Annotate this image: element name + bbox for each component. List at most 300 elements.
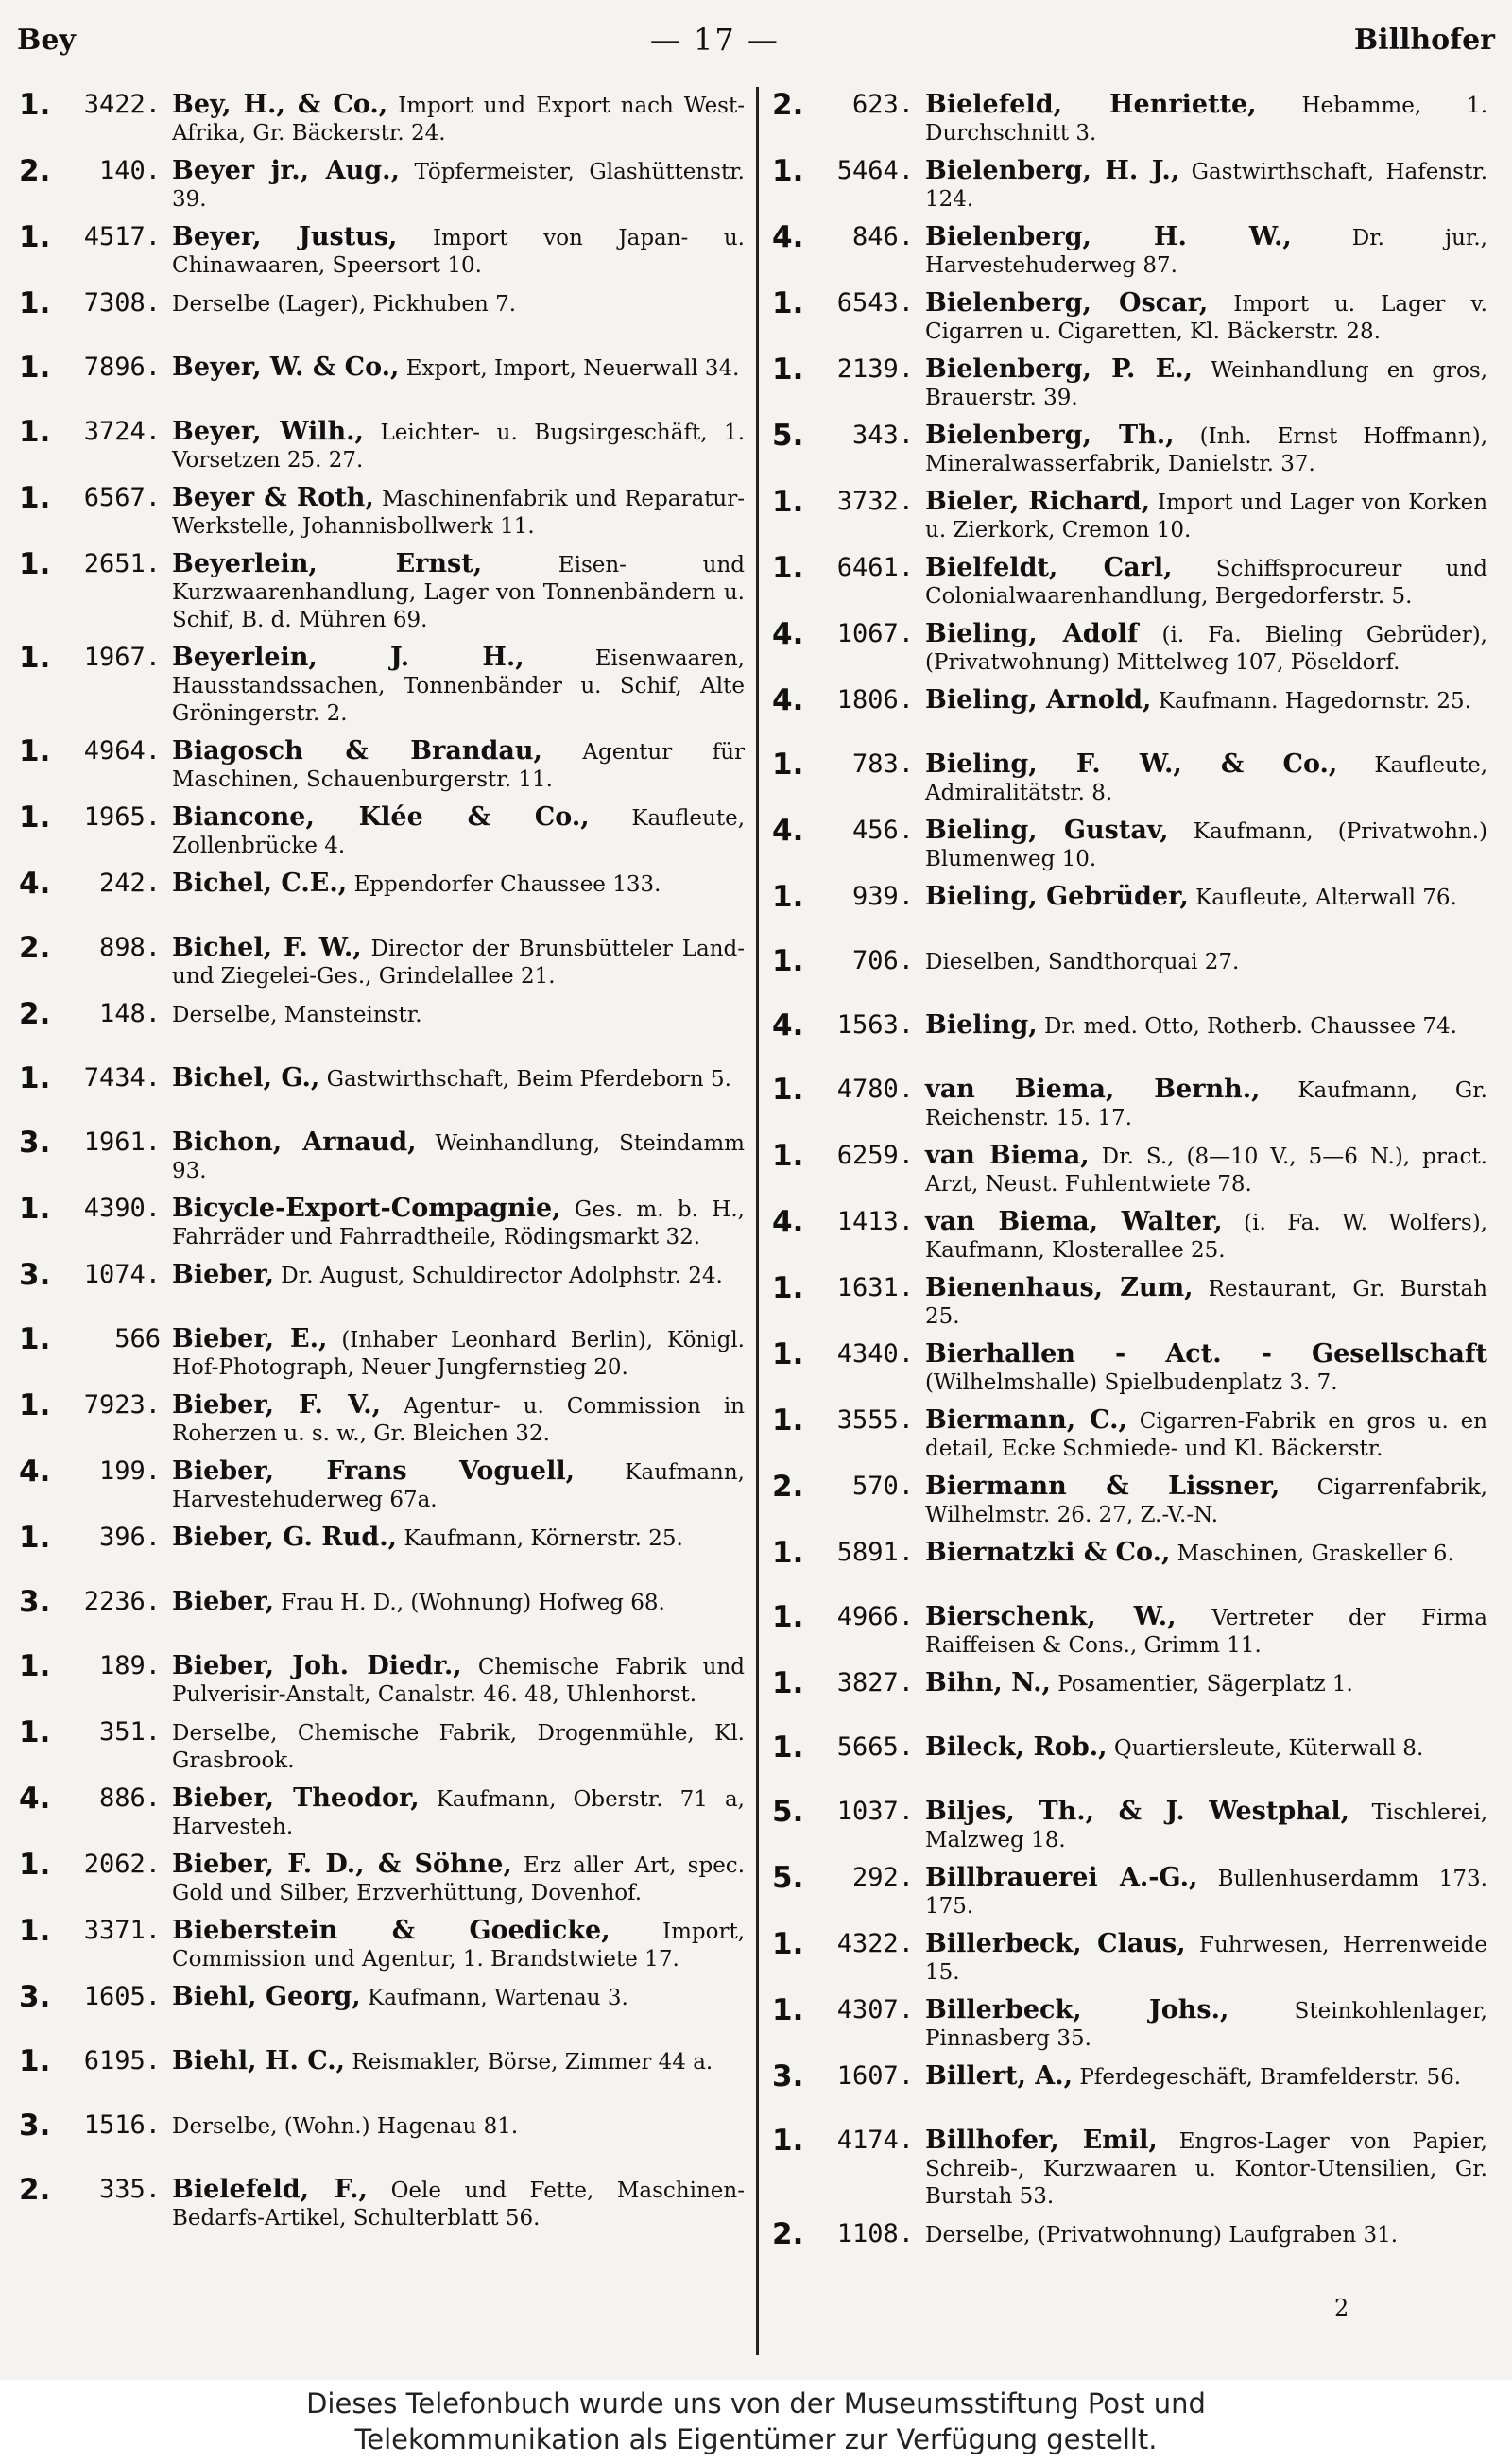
entry-text (925, 153, 1487, 214)
subscriber-name: Bieber, Frans Voguell, (172, 1456, 576, 1486)
directory-entry (19, 1125, 745, 1185)
directory-entry (19, 1060, 745, 1119)
entry-text (172, 546, 745, 634)
directory-entry (19, 800, 745, 860)
subscriber-details: Dr. jur., Harvestehuderweg 87. (925, 226, 1487, 278)
phone-number: 6259. (836, 1141, 914, 1170)
subscriber-details: Posamentier, Sägerplatz 1. (1050, 1672, 1353, 1697)
subscriber-details: Director der Brunsbütteler Land- und Ziegelei-Ges., Grindelallee 21. (172, 937, 745, 989)
phone-number: 1074. (83, 1260, 161, 1289)
directory-entry (19, 640, 745, 728)
exchange-number: 1. (772, 1139, 804, 1173)
phone-number: 5464. (836, 156, 914, 185)
entry-text (172, 414, 745, 474)
subscriber-name: Biermann, C., (925, 1405, 1127, 1435)
subscriber-details: Import und Lager von Korken u. Zierkork, Cremon 10. (925, 491, 1488, 543)
phone-number: 6461. (836, 553, 914, 582)
entry-text (172, 1847, 745, 1907)
directory-entry (19, 1913, 745, 1973)
subscriber-name: Bieber, F. V., (172, 1390, 382, 1420)
subscriber-name: Beyerlein, J. H., (172, 643, 524, 672)
directory-entry (772, 550, 1487, 611)
directory-entry (772, 219, 1487, 280)
phone-number: 7434. (83, 1063, 161, 1093)
phone-number: 199. (98, 1456, 161, 1486)
entry-text (925, 1008, 1487, 1041)
entry-text (172, 350, 745, 383)
subscriber-name: van Biema, (925, 1141, 1090, 1170)
phone-number: 4390. (83, 1194, 161, 1223)
subscriber-details: Tischlerei, Malzweg 18. (925, 1800, 1488, 1852)
phone-number: 3555. (836, 1405, 914, 1435)
subscriber-details: Hebamme, 1. Durchschnitt 3. (925, 94, 1487, 146)
directory-entry (772, 747, 1487, 807)
exchange-number: 1. (19, 351, 51, 385)
exchange-number: 1. (19, 481, 51, 515)
exchange-number: 3. (19, 2109, 51, 2143)
entry-text (172, 153, 745, 214)
phone-number: 1605. (83, 1982, 161, 2011)
exchange-number: 4. (772, 220, 804, 254)
phone-number: 1413. (836, 1207, 914, 1236)
footer-line-2: Telekommunikation als Eigentümer zur Verfügung gestellt. (354, 2423, 1158, 2455)
exchange-number: 1. (772, 485, 804, 519)
entry-text (172, 1781, 745, 1841)
subscriber-details: Fuhrwesen, Herrenweide 15. (925, 1933, 1487, 1985)
directory-entry (772, 1204, 1487, 1265)
directory-columns (13, 87, 1499, 2355)
exchange-number: 1. (772, 1927, 804, 1961)
phone-number: 1563. (836, 1010, 914, 1040)
subscriber-details: Kaufmann, (Privatwohn.) Blumenweg 10. (925, 819, 1487, 871)
directory-entry (19, 733, 745, 794)
directory-entry (772, 616, 1487, 677)
directory-entry (772, 943, 1487, 1002)
directory-entry (772, 1008, 1487, 1066)
subscriber-details: Kaufmann, Harvestehuderweg 67a. (172, 1460, 745, 1512)
subscriber-details: Dieselben, Sandthorquai 27. (925, 950, 1240, 974)
exchange-number: 4. (19, 1782, 51, 1816)
footer-notice (0, 2380, 1512, 2463)
subscriber-details: Quartiersleute, Küterwall 8. (1107, 1736, 1424, 1761)
exchange-number: 4. (772, 683, 804, 717)
phone-number: 351. (98, 1717, 161, 1747)
subscriber-name: Bienenhaus, Zum, (925, 1273, 1194, 1302)
exchange-number: 1. (772, 1337, 804, 1371)
subscriber-details: Schiffsprocureur und Colonialwaarenhandlung, Bergedorferstr. 5. (925, 557, 1487, 609)
subscriber-details: Bullenhuserdamm 173. 175. (925, 1867, 1487, 1919)
entry-text (925, 285, 1487, 346)
phone-number: 6543. (836, 288, 914, 318)
exchange-number: 4. (772, 814, 804, 848)
entry-text (172, 1321, 745, 1382)
subscriber-details: (i. Fa. W. Wolfers), Kaufmann, Klosterallee 25. (925, 1211, 1487, 1263)
phone-number: 706. (851, 946, 914, 975)
subscriber-details: (Inh. Ernst Hoffmann), Mineralwasserfabrik, Danielstr. 37. (925, 424, 1487, 476)
exchange-number: 4. (772, 617, 804, 651)
exchange-number: 1. (772, 748, 804, 782)
entry-text (172, 866, 745, 899)
subscriber-details: Engros-Lager von Papier, Schreib-, Kurzwaaren u. Kontor-Utensilien, Gr. Burstah 53. (925, 2129, 1487, 2209)
entry-text (172, 733, 745, 794)
entry-text (925, 813, 1487, 873)
directory-entry (772, 1926, 1487, 1987)
exchange-number: 2. (772, 1470, 804, 1504)
exchange-number: 4. (19, 1455, 51, 1489)
directory-entry (772, 1599, 1487, 1660)
subscriber-details: Derselbe, (Privatwohnung) Laufgraben 31. (925, 2223, 1399, 2248)
subscriber-details: Pferdegeschäft, Bramfelderstr. 56. (1073, 2065, 1462, 2090)
exchange-number: 1. (19, 734, 51, 768)
subscriber-name: Bielefeld, Henriette, (925, 90, 1257, 119)
exchange-number: 2. (19, 997, 51, 1031)
subscriber-details: Reismakler, Börse, Zimmer 44 a. (345, 2050, 713, 2075)
phone-number: 189. (98, 1651, 161, 1680)
subscriber-details: Maschinen, Graskeller 6. (1170, 1542, 1454, 1566)
phone-number: 4174. (836, 2126, 914, 2155)
exchange-number: 5. (772, 419, 804, 453)
entry-text (925, 1403, 1487, 1463)
exchange-number: 1. (772, 1731, 804, 1765)
phone-number: 4340. (836, 1339, 914, 1369)
phone-number: 1516. (83, 2110, 161, 2140)
exchange-number: 1. (772, 944, 804, 978)
phone-number: 2062. (83, 1850, 161, 1879)
subscriber-details: Ges. m. b. H., Fahrräder und Fahrradtheile, Rödingsmarkt 32. (172, 1197, 745, 1249)
exchange-number: 3. (19, 1585, 51, 1619)
exchange-number: 3. (19, 1980, 51, 2014)
phone-number: 148. (98, 999, 161, 1028)
phone-number: 1967. (83, 643, 161, 672)
exchange-number: 1. (19, 1061, 51, 1095)
phone-number: 783. (851, 749, 914, 779)
exchange-number: 1. (19, 641, 51, 675)
directory-entry (19, 1584, 745, 1643)
exchange-number: 2. (19, 931, 51, 965)
subscriber-name: Bieber, Joh. Diedr., (172, 1651, 462, 1680)
phone-number: 1108. (836, 2219, 914, 2248)
phone-number: 1067. (836, 619, 914, 648)
phone-number: 456. (851, 816, 914, 845)
subscriber-name: van Biema, Walter, (925, 1207, 1223, 1236)
subscriber-name: Bieler, Richard, (925, 487, 1151, 516)
header-page-number: — 17 — (649, 22, 780, 58)
exchange-number: 2. (772, 2217, 804, 2251)
subscriber-details: Kaufleute, Zollenbrücke 4. (172, 806, 745, 858)
subscriber-details: Kaufmann, Körnerstr. 25. (397, 1526, 683, 1551)
phone-number: 292. (851, 1863, 914, 1892)
entry-text (172, 1913, 745, 1973)
subscriber-details: Import u. Lager v. Cigarren u. Cigaretten, Kl. Bäckerstr. 28. (925, 292, 1487, 344)
subscriber-details: Export, Import, Neuerwall 34. (399, 356, 740, 381)
subscriber-details: Dr. S., (8—10 V., 5—6 N.), pract. Arzt, Neust. Fuhlentwiete 78. (925, 1145, 1487, 1197)
exchange-number: 2. (772, 88, 804, 122)
exchange-number: 5. (772, 1861, 804, 1895)
directory-entry (19, 2043, 745, 2102)
entry-text (925, 1138, 1487, 1198)
phone-number: 3724. (83, 417, 161, 446)
exchange-number: 1. (19, 415, 51, 449)
directory-entry (772, 1665, 1487, 1724)
entry-text (172, 1648, 745, 1709)
entry-text (925, 1336, 1487, 1397)
subscriber-details: Import, Commission und Agentur, 1. Brandstwiete 17. (172, 1920, 746, 1972)
phone-number: 846. (851, 222, 914, 251)
exchange-number: 1. (19, 220, 51, 254)
subscriber-name: Bichel, F. W., (172, 933, 362, 962)
subscriber-name: Bicycle-Export-Compagnie, (172, 1194, 561, 1223)
phone-number: 1961. (83, 1128, 161, 1157)
entry-text (172, 1257, 745, 1290)
subscriber-details: Gastwirthschaft, Beim Pferdeborn 5. (319, 1067, 731, 1092)
phone-number: 3371. (83, 1916, 161, 1945)
subscriber-details: Kaufleute, Alterwall 76. (1188, 886, 1457, 910)
subscriber-name: Bieling, Adolf (925, 619, 1139, 648)
subscriber-name: Beyer jr., Aug., (172, 156, 400, 185)
exchange-number: 1. (772, 1600, 804, 1634)
entry-text (925, 1926, 1487, 1987)
exchange-number: 1. (19, 1649, 51, 1683)
directory-entry (19, 1781, 745, 1841)
subscriber-name: Bieber, E., (172, 1324, 328, 1353)
right-column (756, 87, 1499, 2355)
subscriber-name: Beyer, W. & Co., (172, 353, 400, 382)
subscriber-details: (i. Fa. Bieling Gebrüder), (Privatwohnung) Mittelweg 107, Pöseldorf. (925, 623, 1487, 675)
exchange-number: 1. (19, 1388, 51, 1422)
directory-entry (19, 2108, 745, 2166)
directory-entry (19, 285, 745, 344)
subscriber-details: Derselbe, (Wohn.) Hagenau 81. (172, 2114, 519, 2139)
subscriber-name: Bieber, (172, 1260, 274, 1289)
entry-text (172, 87, 745, 147)
phone-number: 2236. (83, 1587, 161, 1616)
directory-entry (772, 1469, 1487, 1529)
subscriber-details: Vertreter der Firma Raiffeisen & Cons., Grimm 11. (925, 1606, 1487, 1658)
exchange-number: 1. (772, 1993, 804, 2027)
directory-entry (772, 1535, 1487, 1593)
entry-text (925, 1270, 1487, 1331)
entry-text (925, 616, 1487, 677)
subscriber-name: Beyer, Wilh., (172, 417, 364, 446)
subscriber-details: Eisen- und Kurzwaarenhandlung, Lager von Tonnenbändern u. Schif, B. d. Mühren 69. (172, 553, 745, 632)
subscriber-details: (Wilhelmshalle) Spielbudenplatz 3. 7. (925, 1370, 1338, 1395)
subscriber-name: Biermann & Lissner, (925, 1472, 1280, 1501)
subscriber-name: Bichel, C.E., (172, 869, 348, 898)
directory-entry (772, 1072, 1487, 1132)
directory-entry (19, 930, 745, 990)
subscriber-name: Beyerlein, Ernst, (172, 549, 483, 578)
subscriber-details: Gastwirthschaft, Hafenstr. 124. (925, 160, 1488, 212)
entry-text (925, 1535, 1487, 1568)
directory-entry (19, 153, 745, 214)
header-first-entry: Bey (17, 23, 76, 57)
subscriber-details: Steinkohlenlager, Pinnasberg 35. (925, 1999, 1487, 2051)
directory-entry (19, 1454, 745, 1514)
entry-text (925, 484, 1487, 544)
entry-text (925, 943, 1487, 976)
subscriber-name: Bielfeldt, Carl, (925, 553, 1173, 582)
exchange-number: 1. (19, 1322, 51, 1356)
directory-entry (19, 1257, 745, 1316)
subscriber-details: Chemische Fabrik und Pulverisir-Anstalt, Canalstr. 46. 48, Uhlenhorst. (172, 1655, 745, 1707)
subscriber-name: Bieberstein & Goedicke, (172, 1916, 610, 1945)
phone-number: 4964. (83, 736, 161, 766)
entry-text (172, 1520, 745, 1553)
subscriber-details: Kaufmann. Hagedornstr. 25. (1151, 689, 1471, 714)
directory-entry (772, 87, 1487, 147)
directory-entry (19, 996, 745, 1055)
subscriber-name: Bierschenk, W., (925, 1602, 1177, 1631)
phone-number: 1806. (836, 685, 914, 715)
exchange-number: 3. (19, 1258, 51, 1292)
phone-number: 5665. (836, 1732, 914, 1762)
exchange-number: 1. (772, 1073, 804, 1107)
exchange-number: 1. (19, 1192, 51, 1226)
exchange-number: 2. (19, 154, 51, 188)
directory-entry (19, 350, 745, 408)
subscriber-name: Bieber, (172, 1587, 274, 1616)
directory-entry (19, 1321, 745, 1382)
subscriber-name: Bieber, Theodor, (172, 1783, 420, 1813)
directory-entry (772, 1336, 1487, 1397)
subscriber-name: Billhofer, Emil, (925, 2126, 1158, 2155)
subscriber-details: Kaufmann, Wartenau 3. (360, 1986, 628, 2010)
subscriber-name: Bileck, Rob., (925, 1732, 1108, 1762)
subscriber-name: Bielefeld, F., (172, 2175, 368, 2204)
subscriber-details: Eppendorfer Chaussee 133. (347, 872, 662, 897)
phone-number: 566 (114, 1324, 161, 1353)
exchange-number: 4. (772, 1008, 804, 1042)
entry-text (925, 1599, 1487, 1660)
phone-number: 343. (851, 421, 914, 450)
exchange-number: 1. (772, 1404, 804, 1438)
directory-entry (19, 219, 745, 280)
subscriber-name: Bielenberg, H. J., (925, 156, 1180, 185)
subscriber-details: Import und Export nach West-Afrika, Gr. Bäckerstr. 24. (172, 94, 746, 146)
directory-entry (772, 2216, 1487, 2275)
entry-text (925, 1469, 1487, 1529)
exchange-number: 1. (772, 1666, 804, 1700)
entry-text (172, 996, 745, 1029)
page-header (17, 17, 1495, 62)
exchange-number: 1. (19, 1848, 51, 1882)
subscriber-name: Bihn, N., (925, 1668, 1051, 1697)
directory-entry (19, 546, 745, 634)
subscriber-details: Weinhandlung, Steindamm 93. (172, 1131, 745, 1183)
directory-entry (772, 1860, 1487, 1920)
subscriber-details: Dr. med. Otto, Rotherb. Chaussee 74. (1037, 1014, 1457, 1039)
entry-text (172, 2043, 745, 2076)
phone-number: 335. (98, 2175, 161, 2204)
subscriber-details: Import von Japan- u. Chinawaaren, Speersort 10. (172, 226, 745, 278)
entry-text (925, 1204, 1487, 1265)
subscriber-name: Bieling, Gebrüder, (925, 882, 1189, 911)
exchange-number: 1. (19, 1914, 51, 1948)
subscriber-details: Derselbe, Chemische Fabrik, Drogenmühle, Kl. Grasbrook. (172, 1721, 745, 1773)
subscriber-name: van Biema, Bernh., (925, 1075, 1261, 1104)
subscriber-details: Kaufmann, Oberstr. 71 a, Harvesteh. (172, 1787, 745, 1839)
directory-entry (19, 1387, 745, 1448)
phone-number: 7896. (83, 353, 161, 382)
subscriber-details: Kaufmann, Gr. Reichenstr. 15. 17. (925, 1078, 1487, 1130)
entry-text (925, 87, 1487, 147)
directory-entry (19, 480, 745, 541)
directory-entry (772, 1794, 1487, 1854)
phone-number: 7308. (83, 288, 161, 318)
entry-text (172, 1584, 745, 1617)
subscriber-details: Derselbe (Lager), Pickhuben 7. (172, 292, 517, 317)
entry-text (925, 1794, 1487, 1854)
directory-entry (772, 682, 1487, 741)
entry-text (172, 640, 745, 728)
phone-number: 2651. (83, 549, 161, 578)
subscriber-name: Biehl, H. C., (172, 2046, 346, 2075)
directory-entry (19, 414, 745, 474)
subscriber-name: Billert, A., (925, 2061, 1074, 2091)
subscriber-details: Dr. August, Schuldirector Adolphstr. 24. (273, 1264, 723, 1288)
subscriber-name: Biancone, Klée & Co., (172, 802, 590, 832)
subscriber-name: Bierhallen - Act. - Gesellschaft (925, 1339, 1487, 1369)
entry-text (172, 1979, 745, 2012)
entry-text (925, 2058, 1487, 2092)
subscriber-name: Bieling, (925, 1010, 1038, 1040)
phone-number: 2139. (836, 354, 914, 384)
phone-number: 4517. (83, 222, 161, 251)
phone-number: 5891. (836, 1538, 914, 1567)
entry-text (925, 1665, 1487, 1698)
directory-entry (772, 2123, 1487, 2211)
subscriber-details: Maschinenfabrik und Reparatur-Werkstelle, Johannisbollwerk 11. (172, 487, 746, 539)
subscriber-name: Bey, H., & Co., (172, 90, 388, 119)
phone-number: 6195. (83, 2046, 161, 2075)
subscriber-details: Kaufleute, Admiralitätstr. 8. (925, 753, 1488, 805)
left-column (13, 87, 756, 2355)
entry-text (925, 2123, 1487, 2211)
subscriber-details: Frau H. D., (Wohnung) Hofweg 68. (273, 1591, 665, 1615)
exchange-number: 1. (772, 154, 804, 188)
phone-number: 1631. (836, 1273, 914, 1302)
entry-text (172, 480, 745, 541)
subscriber-details: (Inhaber Leonhard Berlin), Königl. Hof-Photograph, Neuer Jungfernstieg 20. (172, 1328, 745, 1380)
exchange-number: 5. (772, 1795, 804, 1829)
subscriber-name: Bieber, G. Rud., (172, 1523, 398, 1552)
phone-number: 3422. (83, 90, 161, 119)
subscriber-details: Erz aller Art, spec. Gold und Silber, Erzverhüttung, Dovenhof. (172, 1853, 746, 1905)
subscriber-name: Bielenberg, H. W., (925, 222, 1292, 251)
directory-entry (772, 1730, 1487, 1788)
directory-entry (19, 1847, 745, 1907)
entry-text (925, 418, 1487, 478)
phone-number: 242. (98, 869, 161, 898)
directory-entry (772, 418, 1487, 478)
exchange-number: 1. (19, 286, 51, 320)
header-last-entry: Billhofer (1353, 23, 1495, 57)
subscriber-name: Bielenberg, Oscar, (925, 288, 1209, 318)
subscriber-name: Billbrauerei A.-G., (925, 1863, 1198, 1892)
directory-entry (772, 285, 1487, 346)
subscriber-details: Weinhandlung en gros, Brauerstr. 39. (925, 358, 1488, 410)
exchange-number: 1. (772, 551, 804, 585)
subscriber-details: Restaurant, Gr. Burstah 25. (925, 1277, 1487, 1329)
entry-text (172, 800, 745, 860)
entry-text (925, 1072, 1487, 1132)
exchange-number: 1. (19, 88, 51, 122)
directory-entry (772, 1992, 1487, 2053)
directory-entry (772, 813, 1487, 873)
subscriber-name: Bielenberg, P. E., (925, 354, 1194, 384)
exchange-number: 1. (772, 353, 804, 387)
subscriber-details: Eisenwaaren, Hausstandssachen, Tonnenbänder u. Schif, Alte Gröningerstr. 2. (172, 646, 745, 726)
